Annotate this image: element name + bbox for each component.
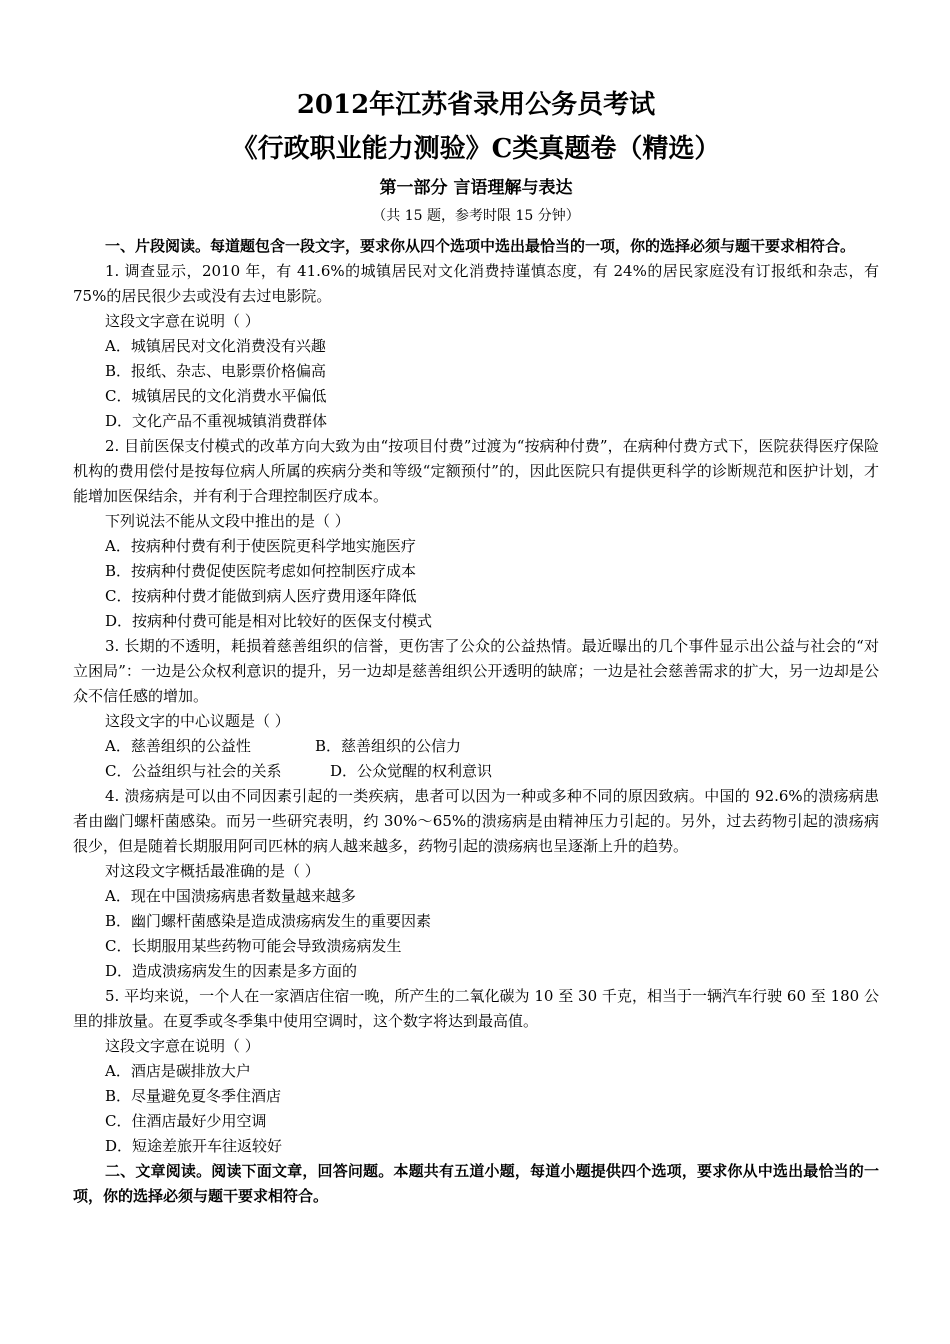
option-a: A．城镇居民对文化消费没有兴趣 xyxy=(105,337,326,355)
question-prompt: 这段文字意在说明（ ） xyxy=(105,1037,260,1055)
option-b: B．尽量避免夏冬季住酒店 xyxy=(105,1087,282,1105)
part-note: （共 15 题，参考时限 15 分钟） xyxy=(372,208,580,224)
option-a: A．酒店是碳排放大户 xyxy=(105,1062,251,1080)
option-a: A．按病种付费有利于使医院更科学地实施医疗 xyxy=(105,537,416,555)
option-b: B．按病种付费促使医院考虑如何控制医疗成本 xyxy=(105,562,417,580)
question-5 xyxy=(73,984,879,1159)
exam-title-line1: 2012年江苏省录用公务员考试 xyxy=(296,90,656,120)
question-stem: 3. 长期的不透明，耗损着慈善组织的信誉，更伤害了公众的公益热情。最近曝出的几个事件显示出公益与社会的“对立困局”：一边是公众权利意识的提升，另一边却是慈善组织公开透明的缺席；一边是社会慈善需求的扩大，另一边却是公众不信任感的增加。 xyxy=(73,637,879,705)
question-prompt: 对这段文字概括最准确的是（ ） xyxy=(105,862,320,880)
option-b: B．报纸、杂志、电影票价格偏高 xyxy=(105,362,327,380)
question-prompt: 这段文字的中心议题是（ ） xyxy=(105,712,290,730)
option-row-ab xyxy=(73,734,879,759)
option-d: D．公众觉醒的权利意识 xyxy=(330,762,493,780)
section2-instruction: 二、文章阅读。阅读下面文章，回答问题。本题共有五道小题，每道小题提供四个选项，要求你从中选出最恰当的一项，你的选择必须与题干要求相符合。 xyxy=(73,1162,879,1205)
question-stem: 2. 目前医保支付模式的改革方向大致为由“按项目付费”过渡为“按病种付费”，在病种付费方式下，医院获得医疗保险机构的费用偿付是按每位病人所属的疾病分类和等级“定额预付”的，因此医院只有提供更科学的诊断规范和医护计划，才能增加医保结余，并有利于合理控制医疗成本。 xyxy=(73,437,879,505)
question-stem: 4. 溃疡病是可以由不同因素引起的一类疾病，患者可以因为一种或多种不同的原因致病。中国的 92.6%的溃疡病患者由幽门螺杆菌感染。而另一些研究表明，约 30%～65%的溃疡病是由精神压力引起的。另外，过去药物引起的溃疡病很少，但是随着长期服用阿司匹林的病人越来越多，药物引起的溃疡病也呈逐渐上升的趋势。 xyxy=(73,787,879,855)
option-c: C．住酒店最好少用空调 xyxy=(105,1112,267,1130)
option-d: D．按病种付费可能是相对比较好的医保支付模式 xyxy=(105,612,433,630)
question-stem: 1. 调查显示，2010 年，有 41.6%的城镇居民对文化消费持谨慎态度，有 24%的居民家庭没有订报纸和杂志，有 75%的居民很少去或没有去过电影院。 xyxy=(73,262,879,305)
option-c: C．长期服用某些药物可能会导致溃疡病发生 xyxy=(105,937,402,955)
question-2 xyxy=(73,434,879,634)
question-1 xyxy=(73,259,879,434)
section1-instruction: 一、片段阅读。每道题包含一段文字，要求你从四个选项中选出最恰当的一项，你的选择必须与题干要求相符合。 xyxy=(105,237,856,255)
option-b: B．慈善组织的公信力 xyxy=(315,737,462,755)
question-prompt: 这段文字意在说明（ ） xyxy=(105,312,260,330)
option-d: D．造成溃疡病发生的因素是多方面的 xyxy=(105,962,358,980)
question-stem: 5. 平均来说，一个人在一家酒店住宿一晚，所产生的二氧化碳为 10 至 30 千克，相当于一辆汽车行驶 60 至 180 公里的排放量。在夏季或冬季集中使用空调时，这个数字将达到最高值。 xyxy=(73,987,879,1030)
option-row-cd xyxy=(73,759,879,784)
option-c: C．公益组织与社会的关系 xyxy=(105,762,282,780)
exam-title-line2: 《行政职业能力测验》C类真题卷（精选） xyxy=(231,134,721,164)
option-d: D．文化产品不重视城镇消费群体 xyxy=(105,412,328,430)
part-title: 第一部分 言语理解与表达 xyxy=(379,178,573,198)
exam-page xyxy=(73,88,879,1209)
question-prompt: 下列说法不能从文段中推出的是（ ） xyxy=(105,512,350,530)
question-3 xyxy=(73,634,879,784)
option-b: B．幽门螺杆菌感染是造成溃疡病发生的重要因素 xyxy=(105,912,432,930)
option-a: A．慈善组织的公益性 xyxy=(105,737,251,755)
option-c: C．城镇居民的文化消费水平偏低 xyxy=(105,387,327,405)
option-d: D．短途差旅开车往返较好 xyxy=(105,1137,283,1155)
option-c: C．按病种付费才能做到病人医疗费用逐年降低 xyxy=(105,587,417,605)
question-4 xyxy=(73,784,879,984)
option-a: A．现在中国溃疡病患者数量越来越多 xyxy=(105,887,356,905)
